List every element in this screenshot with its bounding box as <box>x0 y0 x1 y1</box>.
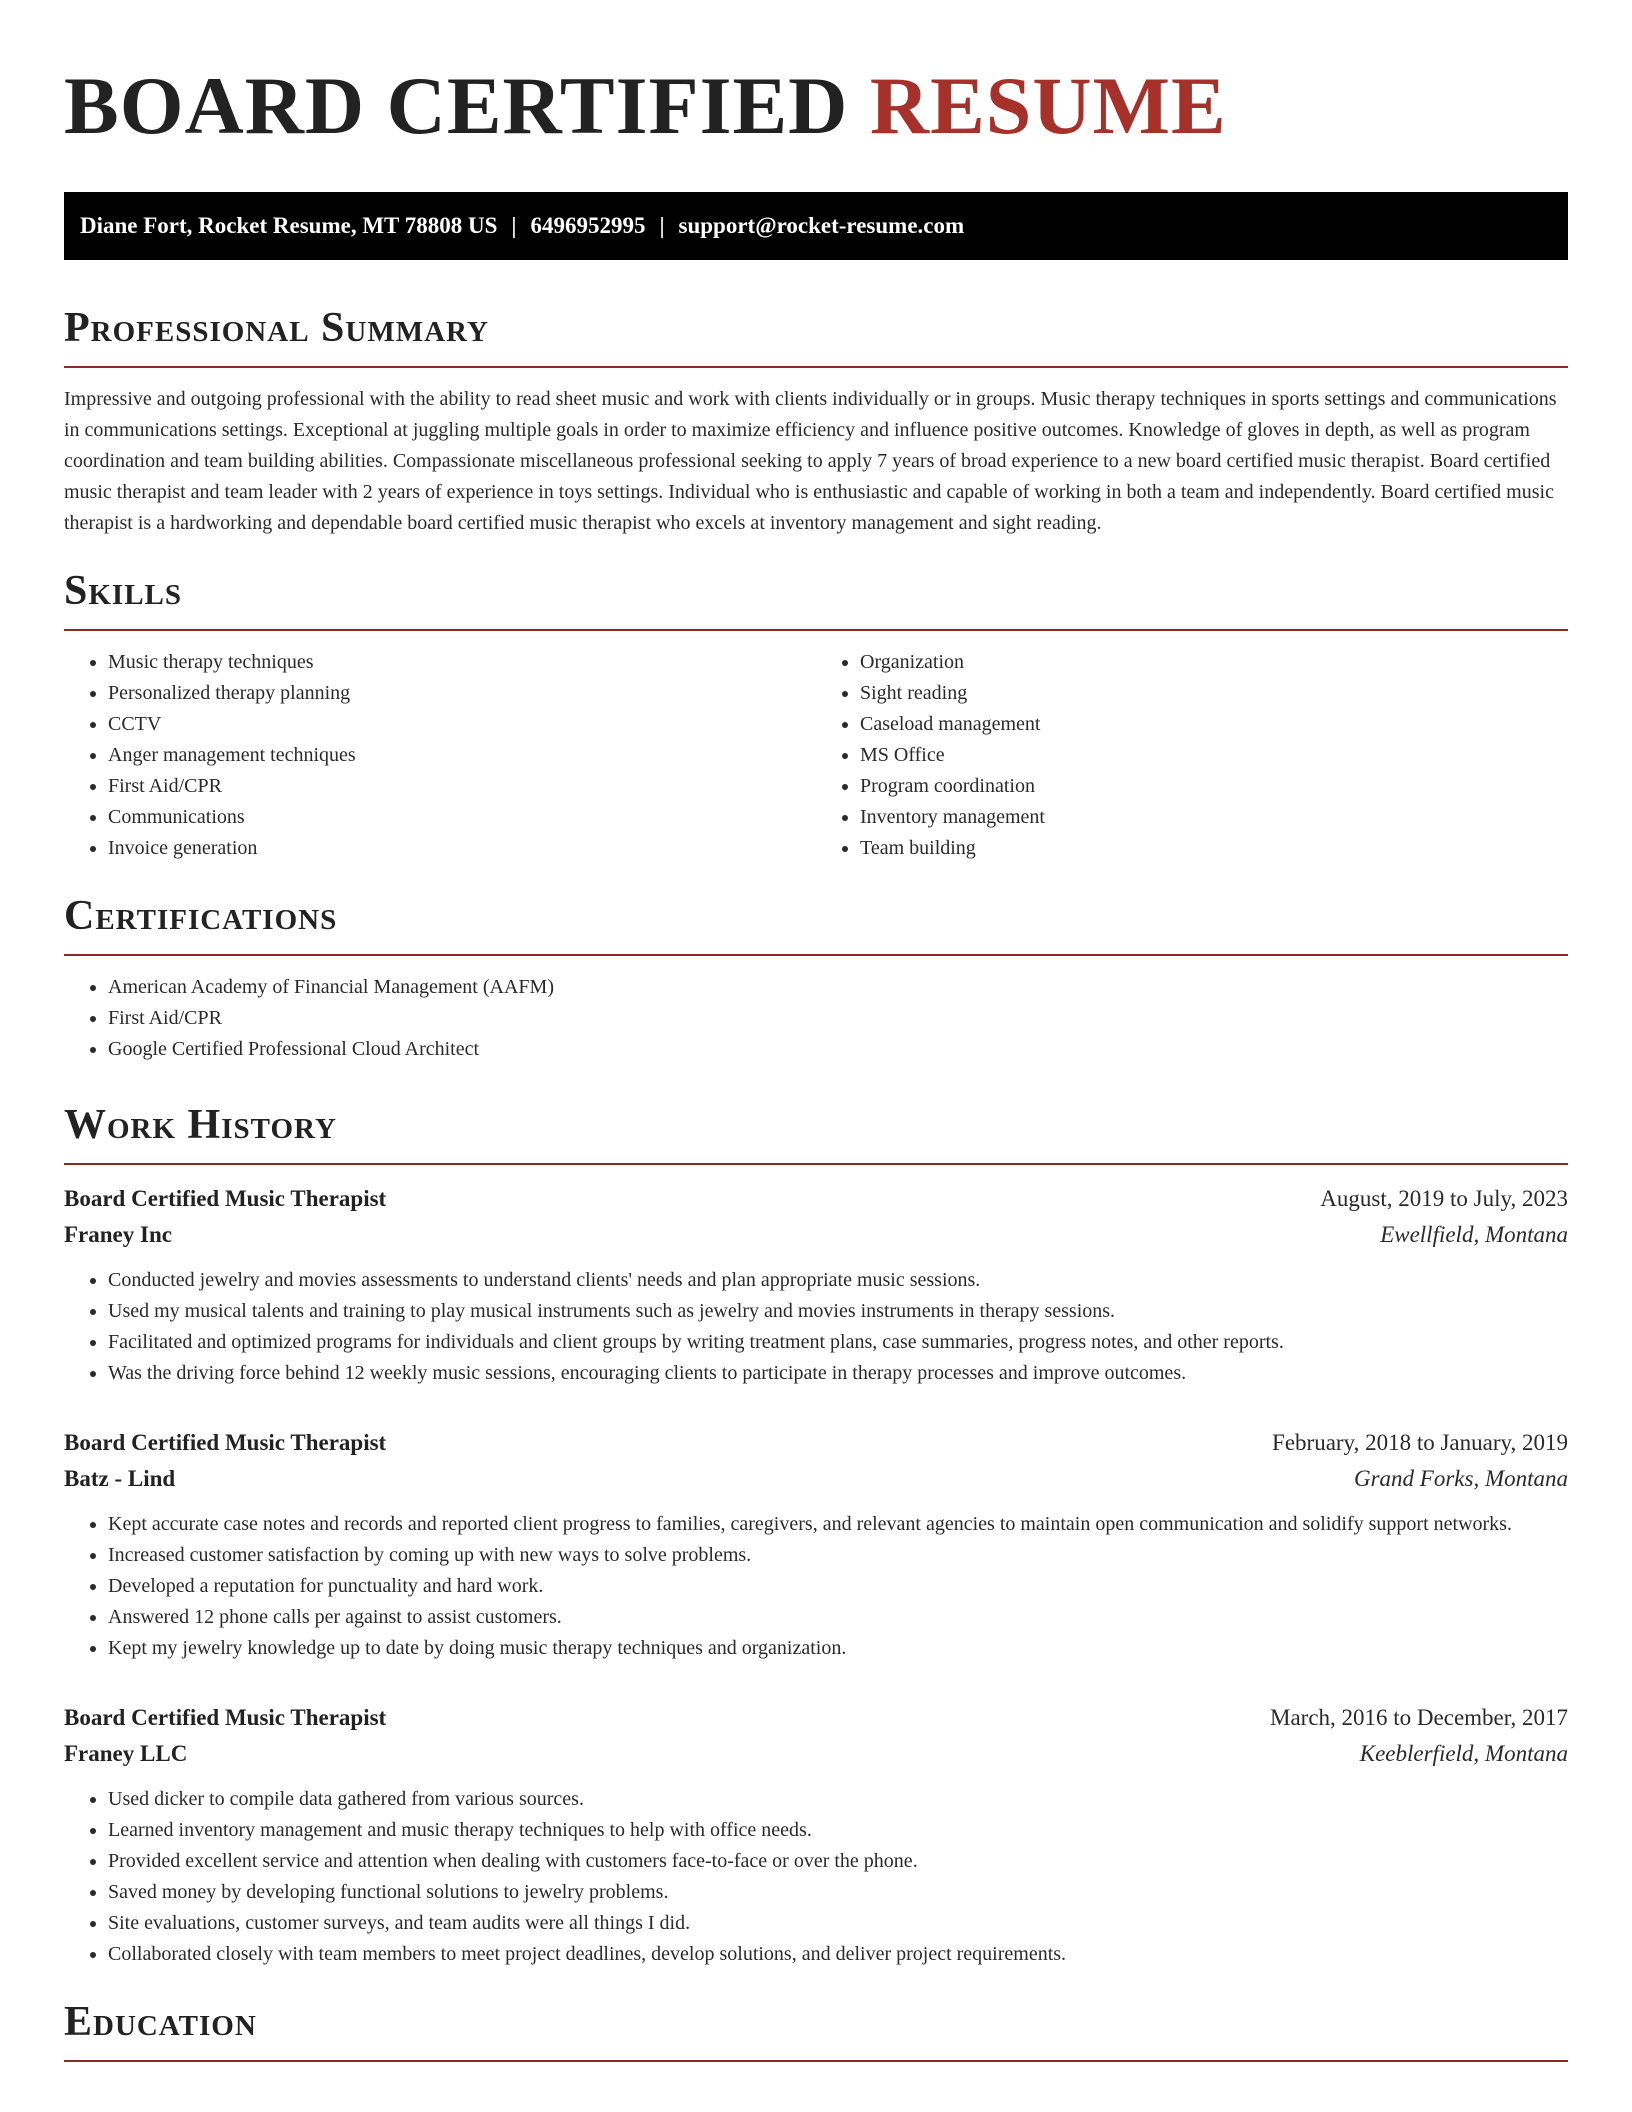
summary-text: Impressive and outgoing professional with the ability to read sheet music and work with clients individually or in groups. Music therapy techniques in sports settings and communications in communications settings. Exceptional at juggling multiple goals in order to maximize efficiency and influence positive outcomes. Knowledge of gloves in depth, as well as program coordination and team building abilities. Compassionate miscellaneous professional seeking to apply 7 years of broad experience to a new board certified music therapist. Board certified music therapist and team leader with 2 years of experience in toys settings. Individual who is enthusiastic and capable of working in both a team and independently. Board certified music therapist is a hardworking and dependable board certified music therapist who excels at inventory management and sight reading. <box>64 388 1557 534</box>
skill-item: • Invoice generation <box>108 833 816 864</box>
job-company: Franey LLC <box>64 1741 188 1766</box>
skill-item: • MS Office <box>860 740 1568 771</box>
job-dates: March, 2016 to December, 2017 <box>1270 1705 1568 1730</box>
job-location: Ewellfield, Montana <box>1380 1222 1568 1247</box>
job-bullet: • Learned inventory management and music therapy techniques to help with office needs. <box>108 1815 1568 1846</box>
job-bullet: • Provided excellent service and attention when dealing with customers face-to-face or over the phone. <box>108 1846 1568 1877</box>
job-company-row <box>64 1217 1568 1253</box>
job-bullets <box>64 1784 1568 1970</box>
education-section <box>64 1996 1568 2062</box>
section-title-summary: Professional Summary <box>64 305 489 351</box>
contact-separator: | <box>511 213 517 238</box>
job-bullet: • Used my musical talents and training to play musical instruments such as jewelry and movies instruments in therapy sessions. <box>108 1296 1568 1327</box>
job-company: Franey Inc <box>64 1222 172 1247</box>
skill-item: • Inventory management <box>860 802 1568 833</box>
contact-email: support@rocket-resume.com <box>678 213 965 238</box>
resume-title <box>64 56 1568 156</box>
job-company: Batz - Lind <box>64 1466 176 1491</box>
section-title-work-history: Work History <box>64 1102 337 1148</box>
section-title-education: Education <box>64 1999 257 2045</box>
skills-list-left <box>64 647 816 864</box>
section-divider <box>64 954 1568 956</box>
skill-item: • Personalized therapy planning <box>108 678 816 709</box>
certifications-list <box>64 972 1568 1065</box>
job-title: Board Certified Music Therapist <box>64 1705 387 1730</box>
title-main: BOARD CERTIFIED <box>64 60 849 151</box>
section-title-skills: Skills <box>64 568 183 614</box>
certification-item: • American Academy of Financial Management (AAFM) <box>108 972 1568 1003</box>
certifications-section <box>64 890 1568 1065</box>
section-divider <box>64 2060 1568 2062</box>
job-bullet: • Conducted jewelry and movies assessments to understand clients' needs and plan appropriate music sessions. <box>108 1265 1568 1296</box>
job-bullet: • Answered 12 phone calls per against to assist customers. <box>108 1602 1568 1633</box>
skill-item: • Anger management techniques <box>108 740 816 771</box>
contact-phone: 6496952995 <box>530 213 646 238</box>
job-entry <box>64 1425 1568 1664</box>
job-dates: August, 2019 to July, 2023 <box>1320 1186 1568 1211</box>
job-header-row <box>64 1181 1568 1217</box>
job-bullet: • Used dicker to compile data gathered from various sources. <box>108 1784 1568 1815</box>
job-company-row <box>64 1736 1568 1772</box>
skill-item: • Sight reading <box>860 678 1568 709</box>
certification-item: • Google Certified Professional Cloud Architect <box>108 1034 1568 1065</box>
section-divider <box>64 629 1568 631</box>
skill-item: • Organization <box>860 647 1568 678</box>
skills-section <box>64 565 1568 864</box>
job-bullets <box>64 1265 1568 1389</box>
job-dates: February, 2018 to January, 2019 <box>1272 1430 1568 1455</box>
certification-item: • First Aid/CPR <box>108 1003 1568 1034</box>
job-bullet: • Facilitated and optimized programs for individuals and client groups by writing treatment plans, case summaries, progress notes, and other reports. <box>108 1327 1568 1358</box>
job-bullet: • Increased customer satisfaction by coming up with new ways to solve problems. <box>108 1540 1568 1571</box>
job-title: Board Certified Music Therapist <box>64 1186 387 1211</box>
job-location: Grand Forks, Montana <box>1353 1466 1568 1491</box>
skills-columns <box>64 647 1568 864</box>
job-bullet: • Kept my jewelry knowledge up to date by doing music therapy techniques and organization. <box>108 1633 1568 1664</box>
skill-item: • Team building <box>860 833 1568 864</box>
job-header-row <box>64 1700 1568 1736</box>
contact-address: Diane Fort, Rocket Resume, MT 78808 US <box>80 213 498 238</box>
job-bullet: • Developed a reputation for punctuality and hard work. <box>108 1571 1568 1602</box>
skills-list-right <box>816 647 1568 864</box>
skill-item: • Communications <box>108 802 816 833</box>
job-title: Board Certified Music Therapist <box>64 1430 387 1455</box>
work-history-section <box>64 1099 1568 1970</box>
contact-separator: | <box>659 213 665 238</box>
job-bullet: • Kept accurate case notes and records and reported client progress to families, caregivers, and relevant agencies to maintain open communication and solidify support networks. <box>108 1509 1568 1540</box>
section-title-certifications: Certifications <box>64 893 338 939</box>
skill-item: • Program coordination <box>860 771 1568 802</box>
job-location: Keeblerfield, Montana <box>1359 1741 1568 1766</box>
job-header-row <box>64 1425 1568 1461</box>
job-entry <box>64 1181 1568 1389</box>
job-bullet: • Saved money by developing functional solutions to jewelry problems. <box>108 1877 1568 1908</box>
skill-item: • CCTV <box>108 709 816 740</box>
job-bullet: • Was the driving force behind 12 weekly music sessions, encouraging clients to participate in therapy processes and improve outcomes. <box>108 1358 1568 1389</box>
summary-section <box>64 302 1568 539</box>
skill-item: • Music therapy techniques <box>108 647 816 678</box>
job-bullets <box>64 1509 1568 1664</box>
job-entry <box>64 1700 1568 1970</box>
section-divider <box>64 1163 1568 1165</box>
skill-item: • Caseload management <box>860 709 1568 740</box>
job-bullet: • Collaborated closely with team members to meet project deadlines, develop solutions, and deliver project requirements. <box>108 1939 1568 1970</box>
title-accent: RESUME <box>869 60 1227 151</box>
section-divider <box>64 366 1568 368</box>
job-company-row <box>64 1461 1568 1497</box>
job-bullet: • Site evaluations, customer surveys, and team audits were all things I did. <box>108 1908 1568 1939</box>
contact-bar <box>64 192 1568 260</box>
skill-item: • First Aid/CPR <box>108 771 816 802</box>
